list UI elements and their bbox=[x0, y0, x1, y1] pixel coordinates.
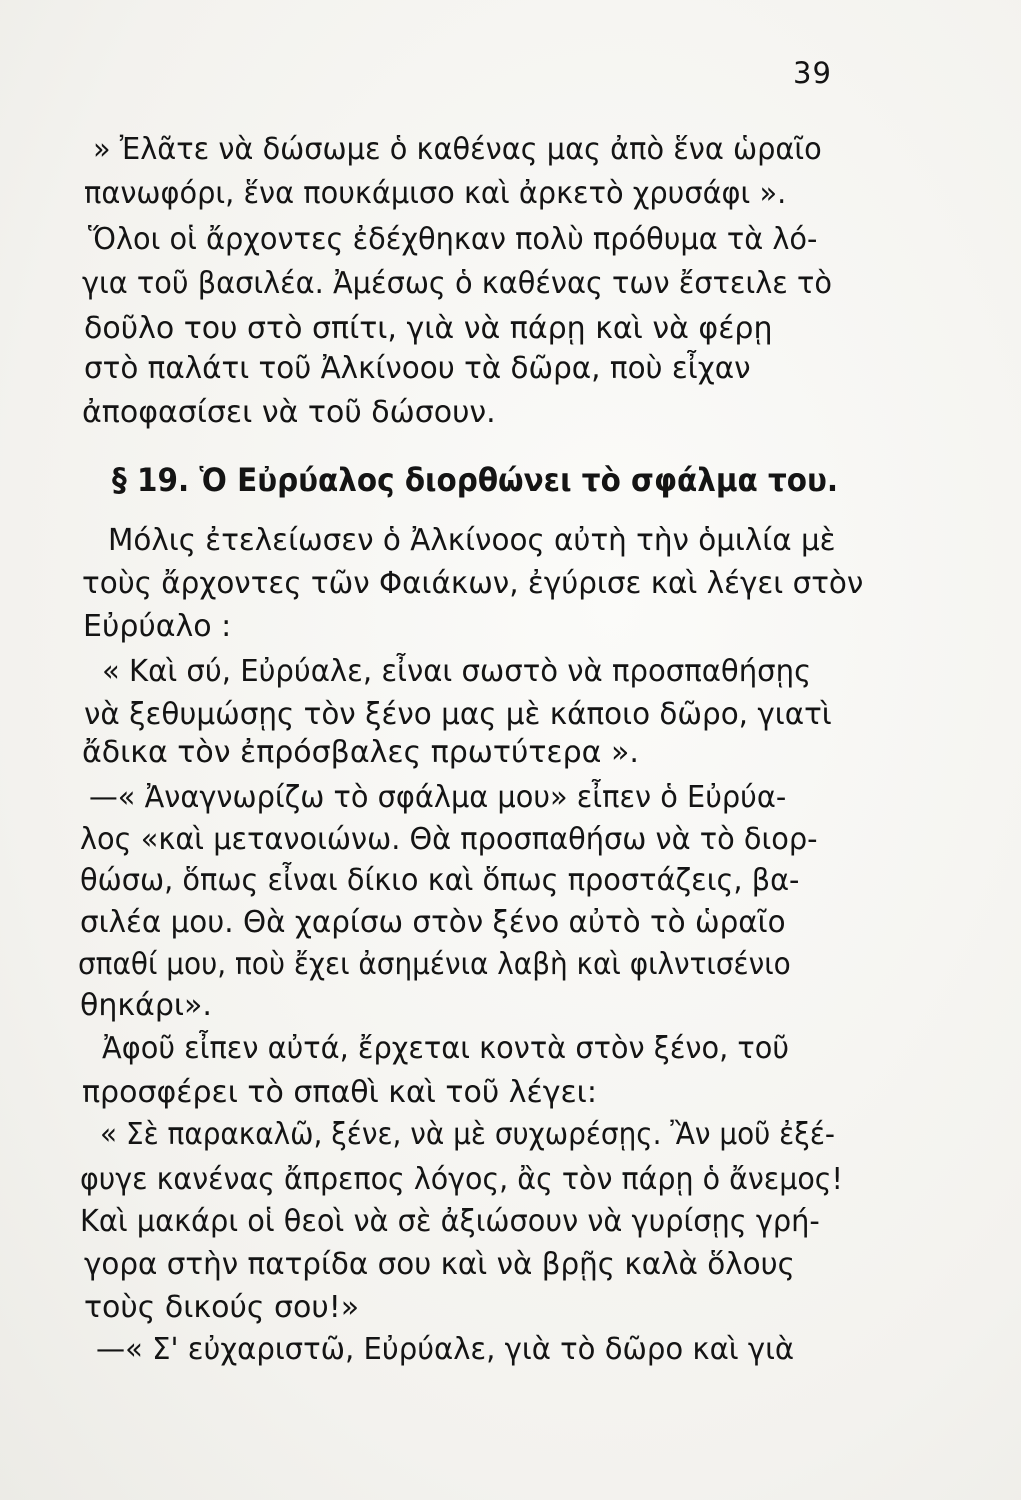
text-line: Μόλις ἐτελείωσεν ὁ Ἀλκίνοος αὐτὴ τὴν ὁμιλία μὲ bbox=[108, 523, 836, 558]
text-line: Ὅλοι οἱ ἄρχοντες ἐδέχθηκαν πολὺ πρόθυμα τὰ λό- bbox=[88, 222, 818, 257]
text-line: τοὺς ἄρχοντες τῶν Φαιάκων, ἐγύρισε καὶ λέγει στὸν bbox=[82, 566, 864, 601]
text-line: « Σὲ παρακαλῶ, ξένε, νὰ μὲ συχωρέσῃς. Ἂν μοῦ ἐξέ- bbox=[100, 1117, 835, 1152]
text-line: Ἀφοῦ εἶπεν αὐτά, ἔρχεται κοντὰ στὸν ξένο, τοῦ bbox=[102, 1031, 790, 1066]
text-line: δοῦλο του στὸ σπίτι, γιὰ νὰ πάρῃ καὶ νὰ φέρῃ bbox=[84, 311, 773, 346]
text-line: Καὶ μακάρι οἱ θεοὶ νὰ σὲ ἀξιώσουν νὰ γυρίσῃς γρή- bbox=[80, 1204, 820, 1239]
text-line: γορα στὴν πατρίδα σου καὶ νὰ βρῇς καλὰ ὅλους bbox=[84, 1247, 795, 1282]
text-line: θώσω, ὅπως εἶναι δίκιο καὶ ὅπως προστάζεις, βα- bbox=[80, 863, 800, 898]
text-line: σιλέα μου. Θὰ χαρίσω στὸν ξένο αὐτὸ τὸ ὡραῖο bbox=[80, 905, 786, 940]
text-line: λος «καὶ μετανοιώνω. Θὰ προσπαθήσω νὰ τὸ διορ- bbox=[80, 822, 818, 857]
text-line: Εὐρύαλο : bbox=[83, 609, 232, 644]
text-line: θηκάρι». bbox=[80, 988, 212, 1023]
text-line: πανωφόρι, ἕνα πουκάμισο καὶ ἀρκετὸ χρυσάφι ». bbox=[84, 176, 787, 211]
text-line: τοὺς δικούς σου!» bbox=[84, 1290, 360, 1325]
page-number: 39 bbox=[793, 56, 832, 90]
text-line: νὰ ξεθυμώσῃς τὸν ξένο μας μὲ κάποιο δῶρο, γιατὶ bbox=[84, 697, 832, 732]
text-line: « Καὶ σύ, Εὐρύαλε, εἶναι σωστὸ νὰ προσπαθήσῃς bbox=[102, 654, 812, 689]
text-line: φυγε κανένας ἄπρεπος λόγος, ἂς τὸν πάρῃ ὁ ἄνεμος! bbox=[80, 1162, 843, 1197]
text-line: σπαθί μου, ποὺ ἔχει ἀσημένια λαβὴ καὶ φιλντισένιο bbox=[78, 947, 791, 982]
text-line: στὸ παλάτι τοῦ Ἀλκίνοου τὰ δῶρα, ποὺ εἶχαν bbox=[84, 351, 751, 386]
text-line: ἀποφασίσει νὰ τοῦ δώσουν. bbox=[82, 395, 496, 430]
text-line: —« Σ' εὐχαριστῶ, Εὐρύαλε, γιὰ τὸ δῶρο καὶ γιὰ bbox=[96, 1332, 795, 1367]
text-line: προσφέρει τὸ σπαθὶ καὶ τοῦ λέγει: bbox=[82, 1075, 597, 1110]
section-heading: § 19. Ὁ Εὐρύαλος διορθώνει τὸ σφάλμα του. bbox=[112, 461, 839, 499]
text-line: για τοῦ βασιλέα. Ἀμέσως ὁ καθένας των ἔστειλε τὸ bbox=[82, 266, 832, 301]
text-line: ἄδικα τὸν ἐπρόσβαλες πρωτύτερα ». bbox=[82, 735, 639, 770]
text-line: —« Ἀναγνωρίζω τὸ σφάλμα μου» εἶπεν ὁ Εὐρύα- bbox=[89, 780, 787, 815]
text-line: » Ἐλᾶτε νὰ δώσωμε ὁ καθένας μας ἀπὸ ἕνα ὡραῖο bbox=[93, 132, 822, 167]
